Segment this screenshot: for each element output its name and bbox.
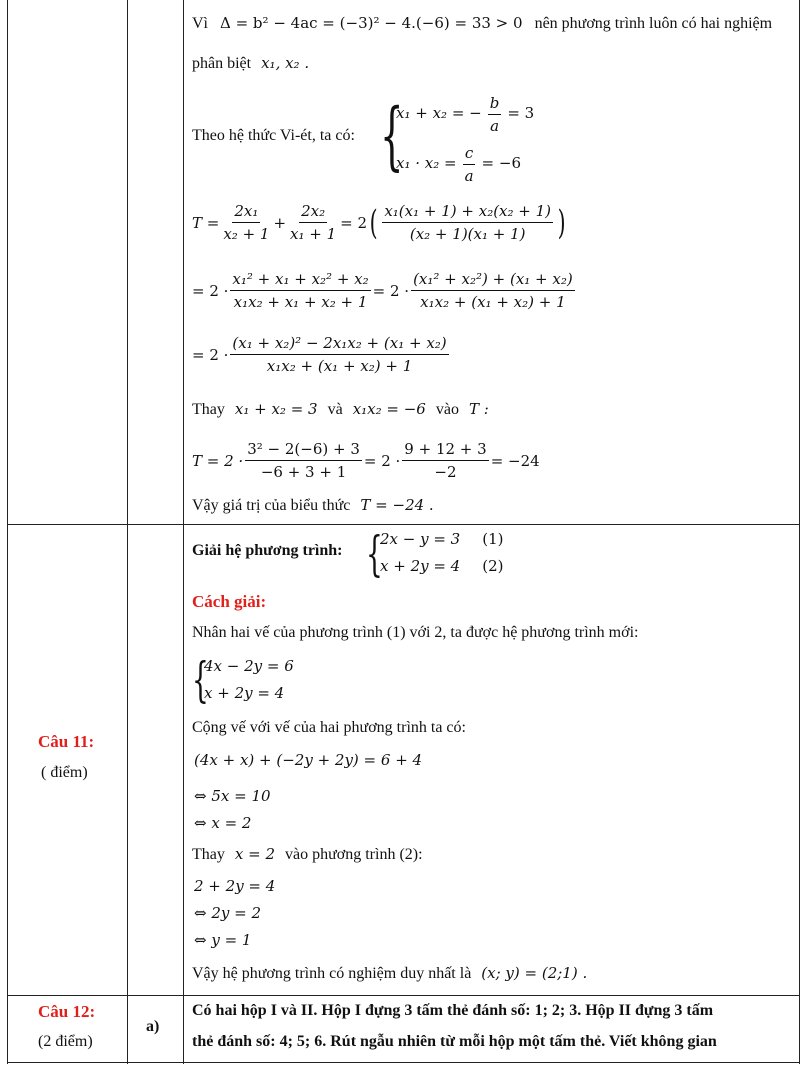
q11-sub3: ⇔ y = 1	[194, 931, 252, 949]
t-f1-num: 2x₁	[232, 202, 260, 223]
l2-fraction-2	[411, 270, 575, 311]
text-vi: Vì	[192, 15, 208, 32]
t-fraction-3	[382, 202, 553, 243]
l2-f1-den: x₁x₂ + x₁ + x₂ + 1	[233, 293, 368, 311]
vieta-prod-value: = −6	[481, 154, 521, 173]
t-fraction-2	[288, 202, 338, 243]
t-fraction-1	[221, 202, 271, 243]
roots-x1-x2: x₁, x₂ .	[261, 54, 310, 72]
q11-step2: Cộng vế với vế của hai phương trình ta có:	[192, 719, 466, 736]
calc-mid: = 2 ·	[363, 451, 401, 470]
q12-text-line1: Có hai hộp I và II. Hộp I đựng 3 tấm thẻ đánh số: 1; 2; 3. Hộp II đựng 3 tấm	[192, 1002, 714, 1019]
thay-prod: x₁x₂ = −6	[352, 400, 426, 418]
conclusion-t-pre: Vậy giá trị của biểu thức	[192, 497, 351, 514]
q11-imp1: ⇔ 5x = 10	[194, 787, 271, 805]
t-f1-den: x₂ + 1	[223, 225, 270, 243]
q11-prompt: Giải hệ phương trình:	[192, 542, 343, 559]
q11-eq1-tag: (1)	[482, 530, 504, 548]
calc-f1-den: −6 + 3 + 1	[260, 463, 347, 481]
q11-step3-math: x = 2	[234, 845, 275, 863]
calc-pre: T = 2 ·	[192, 451, 244, 470]
q11-system-eq2	[380, 557, 503, 576]
l3-f-den: x₁x₂ + (x₁ + x₂) + 1	[266, 357, 413, 375]
l3-fraction	[230, 334, 448, 375]
l2-pre: = 2 ·	[192, 281, 229, 300]
calc-result: = −24	[490, 451, 540, 470]
q12-part-a: a)	[146, 1018, 160, 1035]
q11-conclusion-pre: Vậy hệ phương trình có nghiệm duy nhất là	[192, 965, 472, 982]
l2-f2-num: (x₁² + x₂²) + (x₁ + x₂)	[411, 270, 575, 291]
q11-sub1: 2 + 2y = 4	[194, 877, 276, 895]
thay-post: vào	[435, 401, 459, 418]
l2-f2-den: x₁x₂ + (x₁ + x₂) + 1	[420, 293, 566, 311]
q11-eq2-tag: (2)	[482, 557, 504, 575]
q11-imp2: ⇔ x = 2	[194, 814, 252, 832]
col-border-left	[7, 0, 8, 1064]
q11-step1: Nhân hai vế của phương trình (1) với 2, ta được hệ phương trình mới:	[192, 624, 639, 641]
delta-text: nên phương trình luôn có hai nghiệm	[534, 15, 773, 32]
calc-f2-den: −2	[434, 463, 457, 481]
q11-eq2: x + 2y = 4	[380, 557, 461, 575]
text-phan-biet: phân biệt	[192, 55, 252, 72]
col-border-1	[127, 0, 128, 1064]
distinct-roots-line	[192, 54, 309, 73]
calc-fraction-2	[402, 440, 488, 481]
substitute-line	[192, 400, 489, 419]
t-calc-row	[192, 440, 540, 481]
q11-step3	[192, 845, 423, 864]
delta-line	[192, 14, 772, 33]
question-11-points: ( điểm)	[41, 764, 88, 781]
vieta-sum-row	[396, 94, 534, 135]
l3-pre: = 2 ·	[192, 345, 229, 364]
question-12-points: (2 điểm)	[38, 1033, 93, 1050]
vieta-sum-den: a	[490, 117, 500, 135]
t-expand-row	[192, 270, 577, 311]
calc-f1-num: 3² − 2(−6) + 3	[245, 440, 362, 461]
row-border-1	[7, 524, 799, 525]
t-simplify-row	[192, 334, 451, 375]
q11-sub2: ⇔ 2y = 2	[194, 904, 262, 922]
delta-expression: Δ = b² − 4ac = (−3)² − 4.(−6) = 33 > 0	[220, 14, 523, 32]
t-eq2: = 2	[340, 213, 368, 232]
l2-fraction-1	[230, 270, 370, 311]
vieta-prod-fraction	[463, 144, 476, 185]
q11-step3-post: vào phương trình (2):	[284, 846, 423, 863]
conclusion-t-math: T = −24 .	[360, 496, 434, 514]
q11-new-eq1: 4x − 2y = 6	[204, 657, 294, 675]
vieta-sum-num: b	[488, 94, 502, 115]
col-border-2	[183, 0, 184, 1064]
vieta-sum-lhs: x₁ + x₂ = −	[396, 104, 482, 123]
calc-fraction-1	[245, 440, 362, 481]
row-border-bottom	[7, 1062, 799, 1063]
t-f3-num: x₁(x₁ + 1) + x₂(x₂ + 1)	[382, 202, 553, 223]
conclusion-t	[192, 496, 434, 515]
q11-system-brace: {	[366, 526, 383, 582]
q11-step3-pre: Thay	[192, 846, 225, 863]
vieta-prod-row	[396, 144, 521, 185]
q11-sum-eq: (4x + x) + (−2y + 2y) = 6 + 4	[194, 751, 423, 769]
vieta-prod-num: c	[463, 144, 475, 165]
q12-text-line2: thẻ đánh số: 4; 5; 6. Rút ngẫu nhiên từ mỗi hộp một tấm thẻ. Viết không gian	[192, 1033, 717, 1050]
thay-pre: Thay	[192, 401, 225, 418]
t-f3-den: (x₂ + 1)(x₁ + 1)	[409, 225, 526, 243]
col-border-right	[799, 0, 800, 1064]
calc-f2-num: 9 + 12 + 3	[402, 440, 488, 461]
q11-new-eq2: x + 2y = 4	[204, 684, 285, 702]
t-definition-row: T = $\frac{\text{2x₁}}{\text{x₂ + 1}}$ + $\frac{\text{2x₂}}{\text{x₁ + 1}}$ = 2 ( $\frac{\text{x₁(x₁ + 1) + x₂(x₂ + 1)}}{\text{(x₂ + 1)(x₁ + 1)}}$ )	[192, 202, 566, 243]
t-f2-den: x₁ + 1	[290, 225, 337, 243]
vieta-prod-den: a	[464, 167, 474, 185]
l3-f-num: (x₁ + x₂)² − 2x₁x₂ + (x₁ + x₂)	[230, 334, 448, 355]
vieta-label: Theo hệ thức Vi-ét, ta có:	[192, 127, 355, 144]
q11-eq1: 2x − y = 3	[380, 530, 461, 548]
q11-method-heading: Cách giải:	[192, 592, 267, 611]
l2-mid: = 2 ·	[372, 281, 410, 300]
t-f2-num: 2x₂	[299, 202, 327, 223]
question-11-label: Câu 11:	[38, 732, 95, 751]
l2-f1-num: x₁² + x₁ + x₂² + x₂	[230, 270, 370, 291]
row-border-2	[7, 995, 799, 996]
t-label: T =	[192, 213, 220, 232]
thay-t: T :	[468, 400, 489, 418]
vieta-brace: {	[380, 93, 404, 179]
vieta-prod-lhs: x₁ · x₂ =	[396, 154, 457, 173]
question-12-label: Câu 12:	[38, 1002, 96, 1021]
q11-new-system-brace: {	[192, 652, 209, 708]
thay-sum: x₁ + x₂ = 3	[234, 400, 318, 418]
q11-system-eq1	[380, 530, 503, 549]
vieta-sum-value: = 3	[507, 104, 535, 123]
vieta-sum-fraction	[488, 94, 502, 135]
thay-and: và	[327, 401, 343, 418]
q11-conclusion-math: (x; y) = (2;1) .	[481, 964, 588, 982]
q11-conclusion	[192, 964, 587, 983]
